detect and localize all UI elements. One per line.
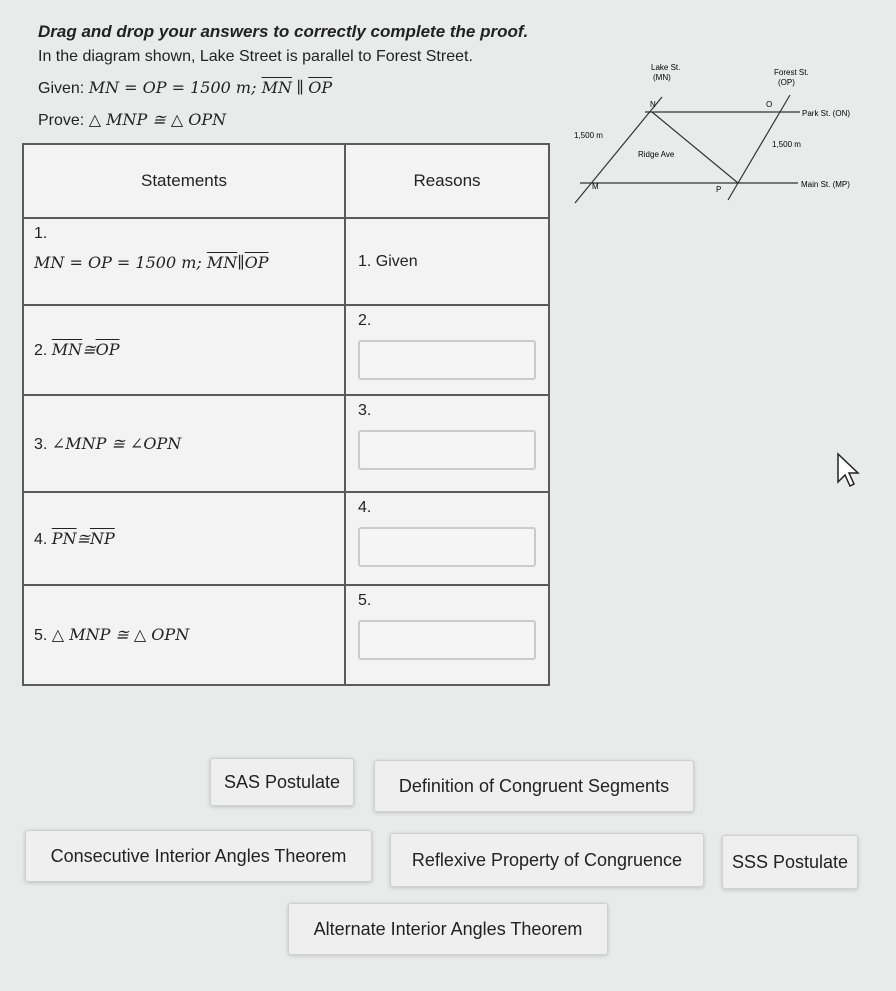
proof-row-2 [23,305,549,395]
statement-2 [23,305,345,395]
reason-3-drop-zone[interactable] [358,430,536,470]
proof-row-3 [23,395,549,492]
proof-row-4 [23,492,549,585]
choice-sss-postulate[interactable]: SSS Postulate [722,835,858,889]
statement-5-math: △ MNP ≅ △ OPN [51,625,190,644]
lake-st-abbr: (MN) [653,73,671,82]
statement-1 [23,218,345,305]
statement-1-seg-op: $\overline{OP}$ [244,253,269,272]
given-line [38,78,568,98]
reason-4-drop-zone[interactable] [358,527,536,567]
reason-5-drop-zone[interactable] [358,620,536,660]
mouse-cursor-icon [836,452,860,488]
given-seg-mn: $\overline{MN}$ [261,78,292,97]
proof-row-5 [23,585,549,685]
reason-4-num: 4. [358,499,372,516]
statement-4-num: 4. [34,530,48,548]
statement-2-seg-op: $\overline{OP}$ [95,340,120,359]
problem-header [38,22,568,142]
forest-st-abbr: (OP) [778,78,795,87]
point-p-label: P [716,185,722,194]
forest-st-label: Forest St. [774,68,809,77]
prove-line [38,110,568,130]
choice-consecutive-interior-angles-theorem[interactable]: Consecutive Interior Angles Theorem [25,830,372,882]
statement-5 [23,585,345,685]
reason-2 [345,305,549,395]
statement-4-seg-np: $\overline{NP}$ [89,528,115,548]
length-right-label: 1,500 m [772,140,801,149]
park-st-label: Park St. (ON) [802,109,851,118]
given-math: MN = OP = 1500 m; [88,78,262,97]
statement-1-rel: ∥ [237,253,245,272]
lake-st-label: Lake St. [651,63,681,72]
statement-4-seg-pn: $\overline{PN}$ [51,528,77,548]
statement-4 [23,492,345,585]
statement-2-seg-mn: $\overline{MN}$ [51,340,83,359]
reason-3-num: 3. [358,402,372,419]
given-label: Given: [38,80,85,97]
reason-1: 1. Given [345,218,549,305]
reason-5 [345,585,549,685]
reason-2-num: 2. [358,312,372,329]
prove-math: △ MNP ≅ △ OPN [88,110,227,129]
problem-description: In the diagram shown, Lake Street is parallel to Forest Street. [38,48,473,65]
reason-2-drop-zone[interactable] [358,340,536,380]
statement-3-num: 3. [34,435,48,453]
statement-1-num: 1. [34,225,48,242]
statement-1-math: MN = OP = 1500 m; [34,253,207,272]
statement-3 [23,395,345,492]
point-m-label: M [592,182,599,191]
point-n-label: N [650,100,656,109]
statement-2-rel: ≅ [82,340,96,359]
point-o-label: O [766,100,773,109]
choice-sas-postulate[interactable]: SAS Postulate [210,758,354,806]
ridge-ave-line [652,112,738,183]
statement-3-math: ∠MNP ≅ ∠OPN [51,433,182,453]
choice-definition-congruent-segments[interactable]: Definition of Congruent Segments [374,760,694,812]
reason-4 [345,492,549,585]
reason-5-num: 5. [358,592,372,609]
prove-label: Prove: [38,112,85,129]
proof-row-1 [23,218,549,305]
given-seg-op: $\overline{OP}$ [308,78,333,97]
parallel-symbol: ∥ [296,78,304,97]
choice-alternate-interior-angles-theorem[interactable]: Alternate Interior Angles Theorem [288,903,608,955]
ridge-ave-label: Ridge Ave [638,150,675,159]
reason-3 [345,395,549,492]
statement-5-num: 5. [34,627,48,644]
reasons-header: Reasons [345,144,549,218]
main-st-label: Main St. (MP) [801,180,850,189]
choice-reflexive-property-congruence[interactable]: Reflexive Property of Congruence [390,833,704,887]
street-diagram [560,55,880,215]
proof-table [22,143,550,686]
statements-header: Statements [23,144,345,218]
statement-2-num: 2. [34,342,48,359]
length-left-label: 1,500 m [574,131,603,140]
statement-4-rel: ≅ [76,528,90,548]
statement-1-seg-mn: $\overline{MN}$ [206,253,238,272]
instructions: Drag and drop your answers to correctly complete the proof. [38,22,529,41]
